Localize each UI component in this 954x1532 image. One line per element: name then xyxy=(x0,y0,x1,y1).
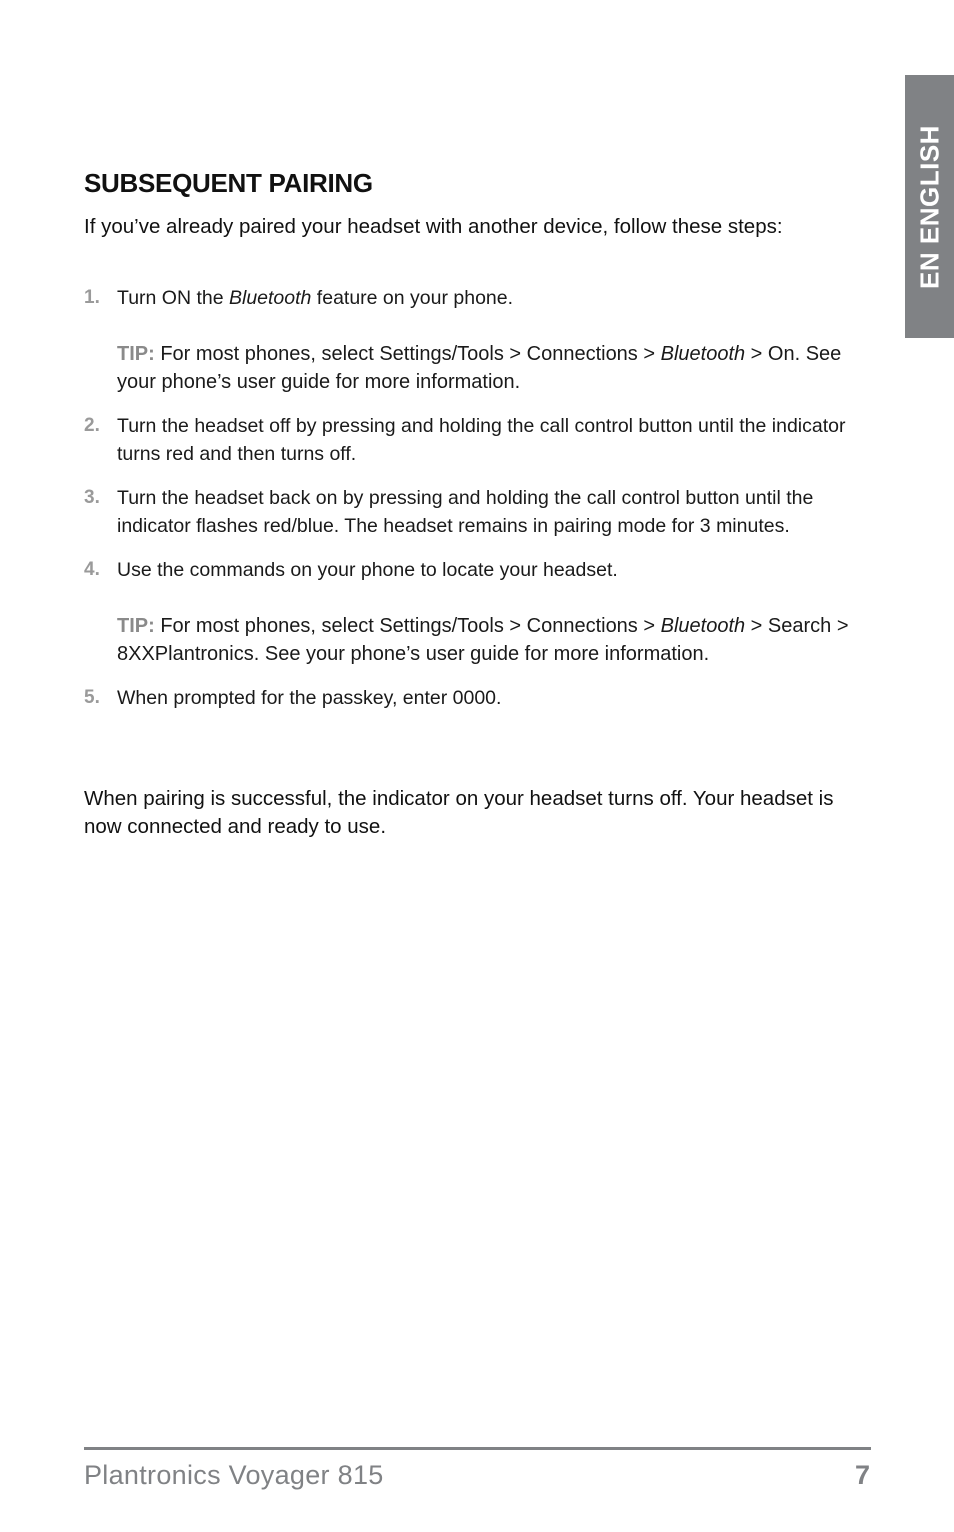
step-number: 5. xyxy=(84,687,100,708)
section-intro: If you’ve already paired your headset with another device, follow these steps: xyxy=(84,215,783,238)
step-item xyxy=(84,684,864,712)
closing-paragraph: When pairing is successful, the indicator on your headset turns off. Your headset is now connected and ready to use. xyxy=(84,787,834,838)
tip-label: TIP: xyxy=(117,343,155,365)
step-text: Turn ON the Bluetooth feature on your phone. xyxy=(117,287,514,309)
step-text: When prompted for the passkey, enter 0000. xyxy=(117,687,502,709)
step-number: 1. xyxy=(84,287,100,308)
step-text: Turn the headset back on by pressing and holding the call control button until the indicator flashes red/blue. The headset remains in pairing mode for 3 minutes. xyxy=(117,487,814,537)
footer-product-name: Plantronics Voyager 815 xyxy=(84,1460,384,1490)
tip-label: TIP: xyxy=(117,615,155,637)
section-title: SUBSEQUENT PAIRING xyxy=(84,168,373,198)
step-tip: TIP: For most phones, select Settings/Tools > Connections > Bluetooth > On. See your phone’s user guide for more information. xyxy=(117,343,842,393)
step-item xyxy=(84,412,864,468)
step-number: 3. xyxy=(84,487,100,508)
step-item xyxy=(84,484,864,540)
step-number: 2. xyxy=(84,415,100,436)
page-number: 7 xyxy=(854,1460,870,1490)
step-text: Use the commands on your phone to locate your headset. xyxy=(117,559,618,581)
step-item xyxy=(84,284,864,396)
steps-list xyxy=(84,284,864,728)
step-item xyxy=(84,556,864,668)
language-tab-label: EN ENGLISH xyxy=(914,124,944,289)
step-tip: TIP: For most phones, select Settings/Tools > Connections > Bluetooth > Search > 8XXPlantronics. See your phone’s user guide for more information. xyxy=(117,615,849,665)
step-text: Turn the headset off by pressing and holding the call control button until the indicator turns red and then turns off. xyxy=(117,415,846,465)
step-number: 4. xyxy=(84,559,100,580)
footer-divider xyxy=(84,1447,871,1450)
language-tab xyxy=(905,75,954,338)
